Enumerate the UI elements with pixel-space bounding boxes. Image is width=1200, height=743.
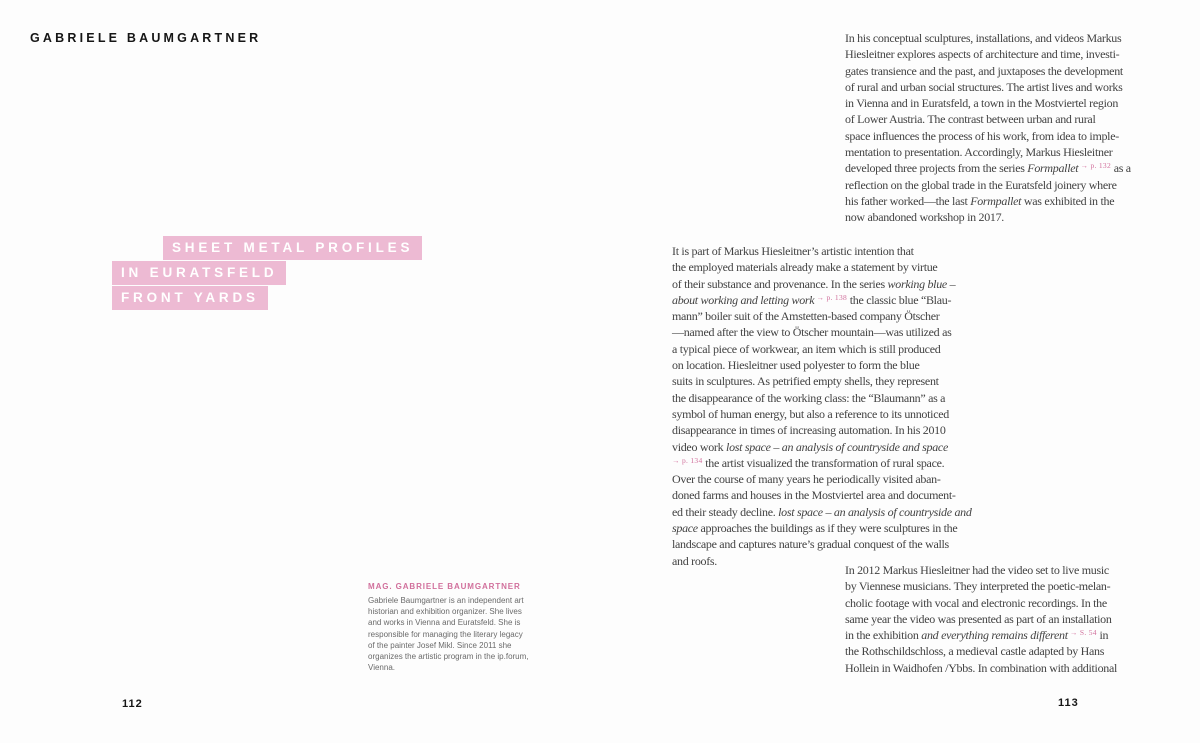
- body-paragraph-1: In his conceptual sculptures, installations, and videos Markus Hiesleitner explores aspects of architecture and time, investi- gates transience and the past, and juxtaposes the development of rural and urban social structures. The artist lives and works in Vienna and in Euratsfeld, a town in the Mostviertel region of Lower Austria. The contrast between urban and rural space influences the process of his work, from idea to imple- mentation to presentation. Accordingly, Markus Hiesleitner developed three projects from the series Formpallet $^{\to p. 132}$ as a reflection on the global trade in the Euratsfeld joinery where his father worked—the last Formpallet was exhibited in the now abandoned workshop in 2017.: [845, 31, 1131, 225]
- body-paragraph-2: It is part of Markus Hiesleitner’s artistic intention that the employed materials already make a statement by virtue of their substance and provenance. In the series working blue – about working and letting work $^{\to p. 138}$ the classic blue “Blau- mann” boiler suit of the Amstetten-based company Ötscher —named after the view to Ötscher mountain—was utilized as a typical piece of workwear, an item which is still produced on location. Hiesleitner used polyester to form the blue suits in sculptures. As petrified empty shells, they represent the disappearance of the working class: the “Blaumann” as a symbol of human energy, but also a reference to its unnoticed disappearance in times of increasing automation. In his 2010 video work lost space – an analysis of countryside and space $^{\to p. 134}$ the artist visualized the transformation of rural space. Over the course of many years he periodically visited aban- doned farms and houses in the Mostviertel area and document- ed their steady decline. lost space – an analysis of countryside and space approaches the buildings as if they were sculptures in the landscape and captures nature’s gradual conquest of the walls and roofs.: [672, 244, 972, 568]
- author-bio: [368, 582, 543, 673]
- article-title-line-2: IN EURATSFELD: [112, 261, 286, 285]
- author-bio-heading: MAG. GABRIELE BAUMGARTNER: [368, 582, 521, 591]
- body-paragraph-3: In 2012 Markus Hiesleitner had the video set to live music by Viennese musicians. They interpreted the poetic-melan- cholic footage with vocal and electronic recordings. In the same year the video was presented as part of an installation in the exhibition and everything remains different $^{\to S. 54}$ in the Rothschildschloss, a medieval castle adapted by Hans Hollein in Waidhofen /Ybbs. In combination with additional: [845, 563, 1118, 675]
- article-title-line-3: FRONT YARDS: [112, 286, 268, 310]
- author-header: GABRIELE BAUMGARTNER: [30, 31, 262, 45]
- page-number-right: 113: [1058, 697, 1079, 709]
- author-bio-text: Gabriele Baumgartner is an independent art historian and exhibition organizer. She lives and works in Vienna and Euratsfeld. She is responsible for managing the literary legacy of the painter Josef Mikl. Since 2011 she organizes the artistic program in the ip.forum, Vienna.: [368, 596, 529, 673]
- page-number-left: 112: [122, 698, 143, 710]
- article-title-line-1: SHEET METAL PROFILES: [163, 236, 422, 260]
